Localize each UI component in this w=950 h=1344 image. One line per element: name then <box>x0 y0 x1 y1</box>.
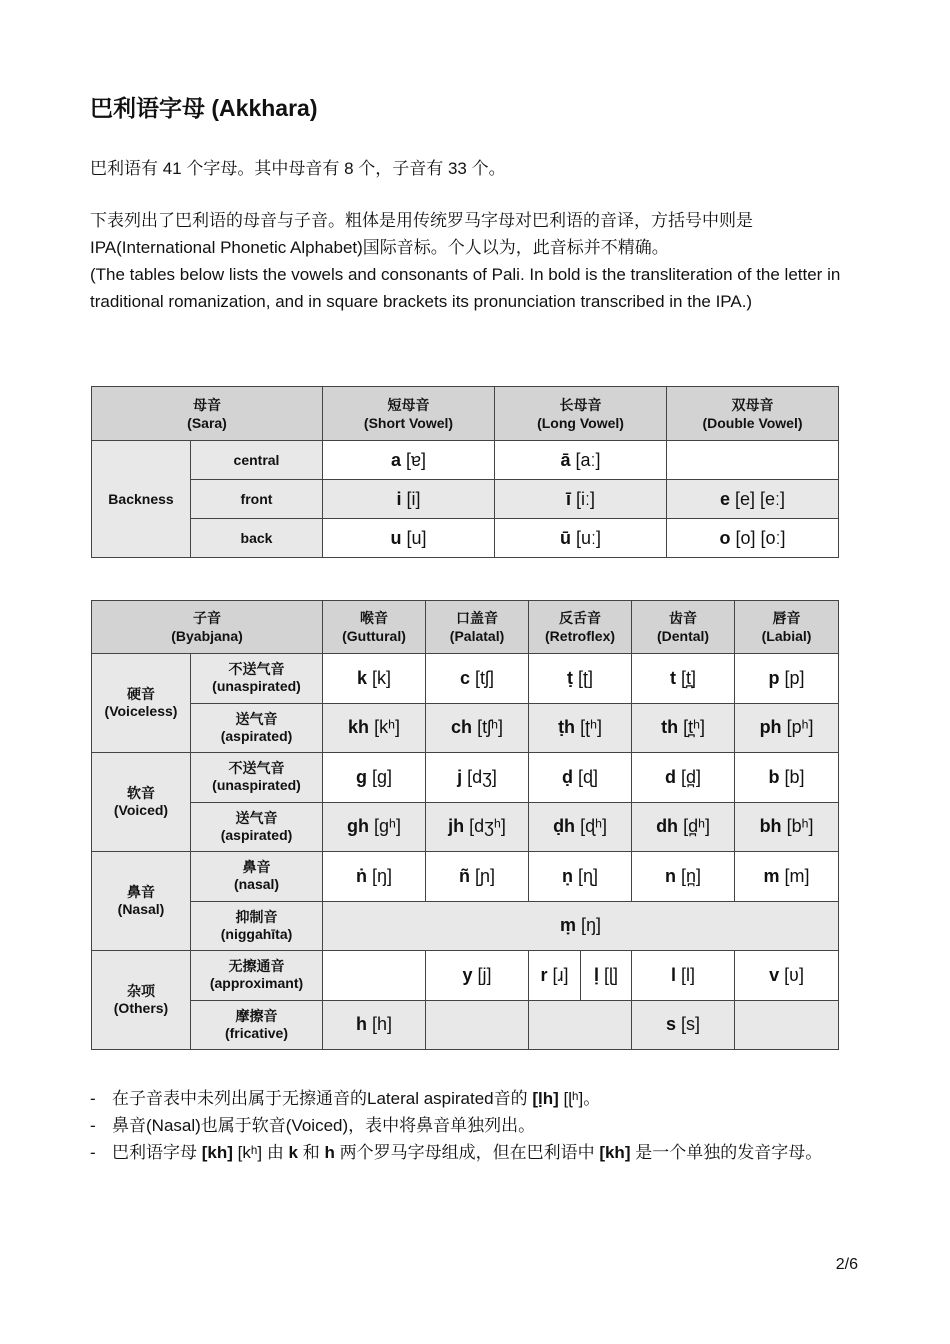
vowel-cell: ā [aː] <box>495 441 667 480</box>
vowel-cell: e [e] [eː] <box>667 480 839 519</box>
vowel-cell: ī [iː] <box>495 480 667 519</box>
row-fricative <box>92 1000 839 1050</box>
consonant-cell: ḍ [ɖ] <box>529 753 632 803</box>
row-voiced-unaspirated <box>92 753 839 803</box>
consonant-cell: h [h] <box>323 1000 426 1050</box>
consonant-cell: ṇ [ɳ] <box>529 852 632 902</box>
row-approximant <box>92 951 839 1001</box>
vowel-cell: ū [uː] <box>495 519 667 558</box>
consonant-cell-empty <box>529 1000 632 1050</box>
header-labial: 唇音 (Labial) <box>735 601 839 654</box>
consonant-cell-empty <box>426 1000 529 1050</box>
consonant-cell: n [n̪] <box>632 852 735 902</box>
row-voiceless-unaspirated <box>92 654 839 704</box>
header-double-vowel: 双母音 (Double Vowel) <box>667 387 839 441</box>
consonant-header-row <box>92 601 839 654</box>
consonant-cell: ph [pʰ] <box>735 703 839 753</box>
vowel-row-back <box>92 519 839 558</box>
consonant-cell: ḍh [ɖʰ] <box>529 802 632 852</box>
notes-list <box>90 1085 870 1166</box>
vowel-row-central <box>92 441 839 480</box>
description-en: (The tables below lists the vowels and consonants of Pali. In bold is the transliteration of the letter in traditional romanization, and in square brackets its pronunciation transcribed in the IPA.) <box>90 265 841 311</box>
group-voiced: 软音 (Voiced) <box>92 753 191 852</box>
note-item: - 在子音表中未列出属于无擦通音的Lateral aspirated音的 [ḷh] [ɭʰ]。 <box>90 1085 870 1112</box>
consonant-cell: v [ʋ] <box>735 951 839 1001</box>
consonant-cell: g [g] <box>323 753 426 803</box>
note-item: - 鼻音(Nasal)也属于软音(Voiced)，表中将鼻音单独列出。 <box>90 1112 870 1139</box>
vowel-cell: a [ɐ] <box>323 441 495 480</box>
consonant-cell-niggahita: ṃ [ŋ] <box>323 901 839 951</box>
group-voiceless: 硬音 (Voiceless) <box>92 654 191 753</box>
consonant-cell: ḷ [ɭ] <box>581 951 632 1001</box>
row-label-central: central <box>191 441 323 480</box>
consonant-cell: ṭ [ʈ] <box>529 654 632 704</box>
header-sara: 母音 (Sara) <box>92 387 323 441</box>
sub-nasal: 鼻音 (nasal) <box>191 852 323 902</box>
vowel-row-front <box>92 480 839 519</box>
row-niggahita <box>92 901 839 951</box>
sub-unaspirated: 不送气音 (unaspirated) <box>191 654 323 704</box>
consonant-cell: b [b] <box>735 753 839 803</box>
consonant-cell: y [j] <box>426 951 529 1001</box>
consonant-cell: r [ɹ] <box>529 951 581 1001</box>
description-zh: 下表列出了巴利语的母音与子音。粗体是用传统罗马字母对巴利语的音译，方括号中则是IPA(International Phonetic Alphabet)国际音标。个人以为，此音标并不精确。 <box>90 211 753 257</box>
consonant-cell: c [tʃ] <box>426 654 529 704</box>
consonant-cell: ṭh [ʈʰ] <box>529 703 632 753</box>
consonant-cell: gh [gʰ] <box>323 802 426 852</box>
group-nasal: 鼻音 (Nasal) <box>92 852 191 951</box>
consonant-cell: l [l] <box>632 951 735 1001</box>
consonant-cell: jh [dʒʰ] <box>426 802 529 852</box>
consonant-cell-empty <box>323 951 426 1001</box>
vowel-header-row <box>92 387 839 441</box>
row-label-back: back <box>191 519 323 558</box>
header-short-vowel: 短母音 (Short Vowel) <box>323 387 495 441</box>
row-voiceless-aspirated <box>92 703 839 753</box>
consonant-table <box>91 600 839 1050</box>
backness-label: Backness <box>92 441 191 558</box>
sub-aspirated: 送气音 (aspirated) <box>191 802 323 852</box>
note-item: - 巴利语字母 [kh] [kʰ] 由 k 和 h 两个罗马字母组成，但在巴利语中 [kh] 是一个单独的发音字母。 <box>90 1139 870 1166</box>
consonant-cell: ṅ [ŋ] <box>323 852 426 902</box>
consonant-cell: m [m] <box>735 852 839 902</box>
consonant-cell-empty <box>735 1000 839 1050</box>
vowel-table <box>91 386 839 558</box>
intro-paragraph: 巴利语有 41 个字母。其中母音有 8 个，子音有 33 个。 <box>90 159 506 178</box>
page-title: 巴利语字母 (Akkhara) <box>90 95 318 121</box>
sub-unaspirated: 不送气音 (unaspirated) <box>191 753 323 803</box>
vowel-cell-empty <box>667 441 839 480</box>
sub-niggahita: 抑制音 (niggahīta) <box>191 901 323 951</box>
consonant-cell: dh [d̪ʰ] <box>632 802 735 852</box>
header-dental: 齿音 (Dental) <box>632 601 735 654</box>
header-palatal: 口盖音 (Palatal) <box>426 601 529 654</box>
consonant-cell: t [t̪] <box>632 654 735 704</box>
vowel-cell: o [o] [oː] <box>667 519 839 558</box>
sub-fricative: 摩擦音 (fricative) <box>191 1000 323 1050</box>
header-retroflex: 反舌音 (Retroflex) <box>529 601 632 654</box>
vowel-cell: u [u] <box>323 519 495 558</box>
row-nasal <box>92 852 839 902</box>
row-label-front: front <box>191 480 323 519</box>
consonant-cell: d [d̪] <box>632 753 735 803</box>
header-guttural: 喉音 (Guttural) <box>323 601 426 654</box>
consonant-cell: bh [bʰ] <box>735 802 839 852</box>
consonant-cell: j [dʒ] <box>426 753 529 803</box>
vowel-cell: i [i] <box>323 480 495 519</box>
consonant-cell: ñ [ɲ] <box>426 852 529 902</box>
consonant-cell: kh [kʰ] <box>323 703 426 753</box>
consonant-cell: s [s] <box>632 1000 735 1050</box>
consonant-cell: th [t̪ʰ] <box>632 703 735 753</box>
consonant-cell: p [p] <box>735 654 839 704</box>
description-paragraph <box>90 207 870 315</box>
header-long-vowel: 长母音 (Long Vowel) <box>495 387 667 441</box>
group-others: 杂项 (Others) <box>92 951 191 1050</box>
row-voiced-aspirated <box>92 802 839 852</box>
sub-aspirated: 送气音 (aspirated) <box>191 703 323 753</box>
sub-approximant: 无擦通音 (approximant) <box>191 951 323 1001</box>
header-byabjana: 子音 (Byabjana) <box>92 601 323 654</box>
consonant-cell: k [k] <box>323 654 426 704</box>
page-number: 2/6 <box>835 1256 858 1273</box>
consonant-cell: ch [tʃʰ] <box>426 703 529 753</box>
